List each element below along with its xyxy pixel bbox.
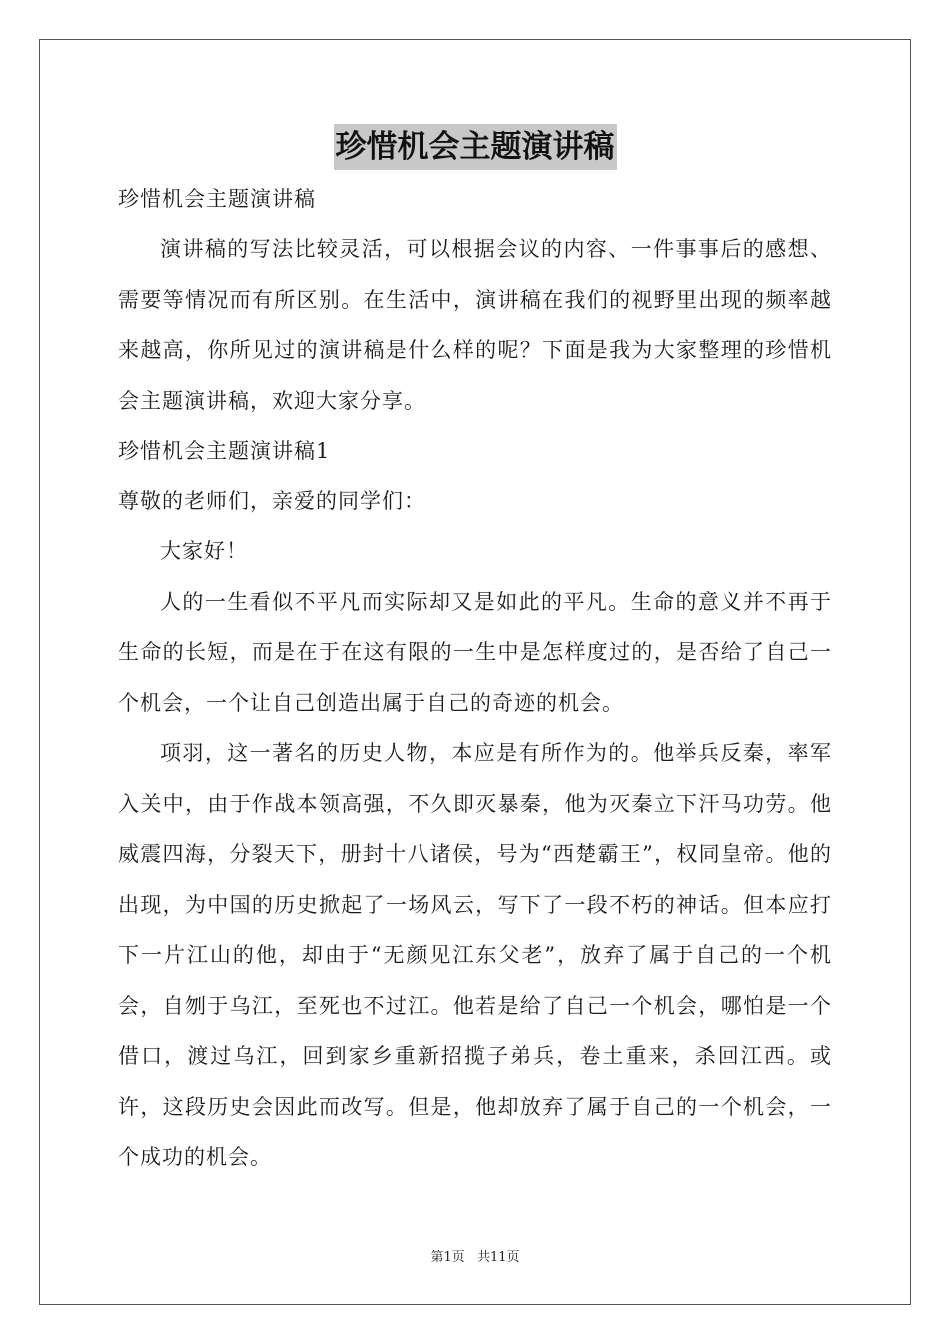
page-number: 第1页 bbox=[430, 1250, 465, 1265]
document-title: 珍惜机会主题演讲稿 bbox=[334, 124, 617, 170]
title-container bbox=[0, 124, 950, 170]
body-paragraph: 项羽，这一著名的历史人物，本应是有所作为的。他举兵反秦，率军入关中，由于作战本领高强，不久即灭暴秦，他为灭秦立下汗马功劳。他威震四海，分裂天下，册封十八诸侯，号为“西楚霸王”，权同皇帝。他的出现，为中国的历史掀起了一场风云，写下了一段不朽的神话。但本应打下一片江山的他，却由于“无颜见江东父老”，放弃了属于自己的一个机会，自刎于乌江，至死也不过江。他若是给了自己一个机会，哪怕是一个借口，渡过乌江，回到家乡重新招揽子弟兵，卷土重来，杀回江西。或许，这段历史会因此而改写。但是，他却放弃了属于自己的一个机会，一个成功的机会。 bbox=[118, 741, 832, 1169]
section-heading: 珍惜机会主题演讲稿1 bbox=[118, 439, 331, 463]
page-footer bbox=[0, 1246, 950, 1265]
document-body bbox=[118, 174, 832, 1183]
salutation: 尊敬的老师们，亲爱的同学们： bbox=[118, 489, 426, 513]
total-pages: 共11页 bbox=[476, 1250, 520, 1265]
intro-paragraph: 演讲稿的写法比较灵活，可以根据会议的内容、一件事事后的感想、需要等情况而有所区别。在生活中，演讲稿在我们的视野里出现的频率越来越高，你所见过的演讲稿是什么样的呢？下面是我为大家整理的珍惜机会主题演讲稿，欢迎大家分享。 bbox=[118, 237, 832, 413]
greeting: 大家好！ bbox=[160, 539, 248, 563]
body-paragraph: 人的一生看似不平凡而实际却又是如此的平凡。生命的意义并不再于生命的长短，而是在于在这有限的一生中是怎样度过的，是否给了自己一个机会，一个让自己创造出属于自己的奇迹的机会。 bbox=[118, 589, 832, 715]
subtitle: 珍惜机会主题演讲稿 bbox=[118, 187, 316, 211]
